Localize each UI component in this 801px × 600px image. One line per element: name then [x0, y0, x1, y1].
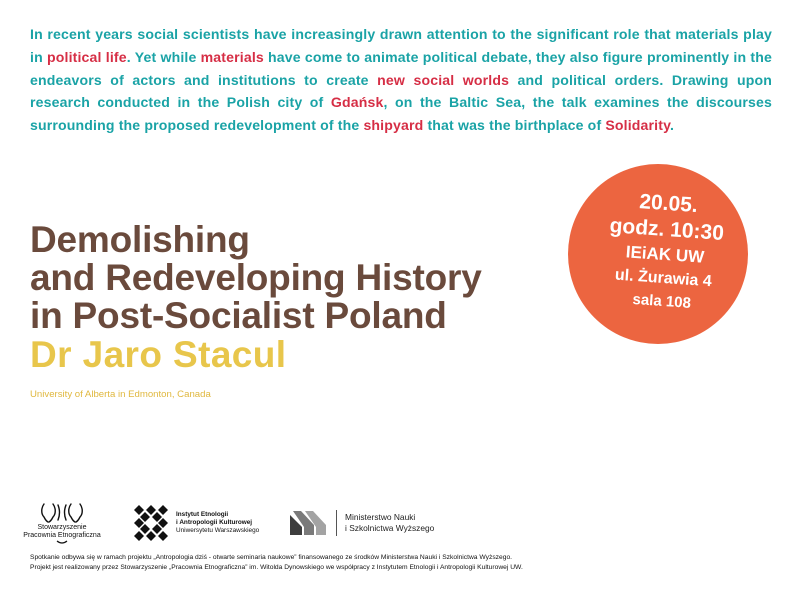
arc-icon [55, 540, 69, 545]
ministerstwo-line-2: i Szkolnictwa Wyższego [345, 523, 435, 533]
stowarzyszenie-label [23, 524, 100, 540]
event-street: ul. Żurawia 4 [614, 266, 713, 291]
event-room: sala 108 [631, 290, 692, 312]
talk-title [30, 221, 590, 335]
instytut-line-2: i Antropologii Kulturowej [176, 519, 253, 527]
event-time: godz. 10:30 [608, 214, 725, 246]
logo-stowarzyszenie-pracownia-etnograficzna [23, 502, 101, 545]
ministerstwo-line-1: Ministerstwo Nauki [345, 512, 416, 522]
intro-text: . Yet while [126, 48, 201, 65]
intro-highlight-solidarity: Solidarity [605, 117, 671, 134]
title-block [30, 221, 590, 375]
intro-highlight-shipyard: shipyard [363, 117, 424, 134]
intro-highlight-new-social-worlds: new social worlds [377, 71, 510, 88]
intro-text: that was the birthplace of [423, 117, 606, 134]
logo-instytut-etnologii [134, 505, 259, 541]
instytut-label [176, 511, 259, 534]
ministry-emblem-icon [290, 511, 330, 535]
intro-text: have come to animate political debate, they also figure prominently in the endeavors of actors and institutions to create [30, 48, 772, 88]
funding-note-line-2: Projekt jest realizowany przez Stowarzyszenie „Pracownia Etnograficzna” im. Witolda Dynowskiego we współpracy z Instytutem Etnologii i Antropologii Kulturowej UW. [30, 564, 523, 571]
intro-text: . [670, 117, 675, 134]
event-details-badge [568, 164, 748, 344]
event-date: 20.05. [638, 190, 699, 218]
logo-ministerstwo [290, 510, 434, 536]
sponsor-logos [0, 494, 801, 554]
event-details [604, 187, 727, 317]
stowarzyszenie-line-2: Pracownia Etnograficzna [23, 532, 101, 539]
speaker-affiliation: University of Alberta in Edmonton, Canada [30, 389, 211, 400]
instytut-line-3: Uniwersytetu Warszawskiego [176, 526, 260, 534]
funding-note-line-1: Spotkanie odbywa się w ramach projektu „Antropologia dziś - otwarte seminaria naukowe” finansowanego ze środków Ministerstwa Nauki i Szkolnictwa Wyższego. [30, 554, 513, 561]
instytut-line-1: Instytut Etnologii [176, 511, 229, 519]
stowarzyszenie-line-1: Stowarzyszenie [37, 524, 87, 531]
intro-highlight-political-life: political life [47, 48, 127, 65]
talk-title-line-2: and Redeveloping History [30, 257, 482, 298]
pottery-icon [40, 502, 84, 524]
intro-paragraph [30, 23, 772, 137]
diamond-pattern-icon [134, 505, 168, 541]
intro-text: and political orders. Drawing upon research conducted in the Polish city of [30, 71, 772, 111]
talk-title-line-1: Demolishing [30, 219, 250, 260]
speaker-name: Dr Jaro Stacul [30, 334, 287, 375]
funding-note [30, 553, 730, 573]
intro-text: , on the Baltic Sea, the talk examines the discourses surrounding the proposed redevelopment of the [30, 94, 773, 134]
talk-title-line-3: in Post-Socialist Poland [30, 295, 447, 336]
ministerstwo-label [345, 512, 434, 534]
intro-text: In recent years social scientists have increasingly drawn attention to the significant role that materials play in [30, 26, 772, 65]
intro-highlight-materials: materials [200, 48, 264, 65]
intro-highlight-gdansk: Gdańsk [330, 94, 384, 111]
divider [336, 510, 337, 536]
event-venue: IEiAK UW [625, 242, 705, 267]
